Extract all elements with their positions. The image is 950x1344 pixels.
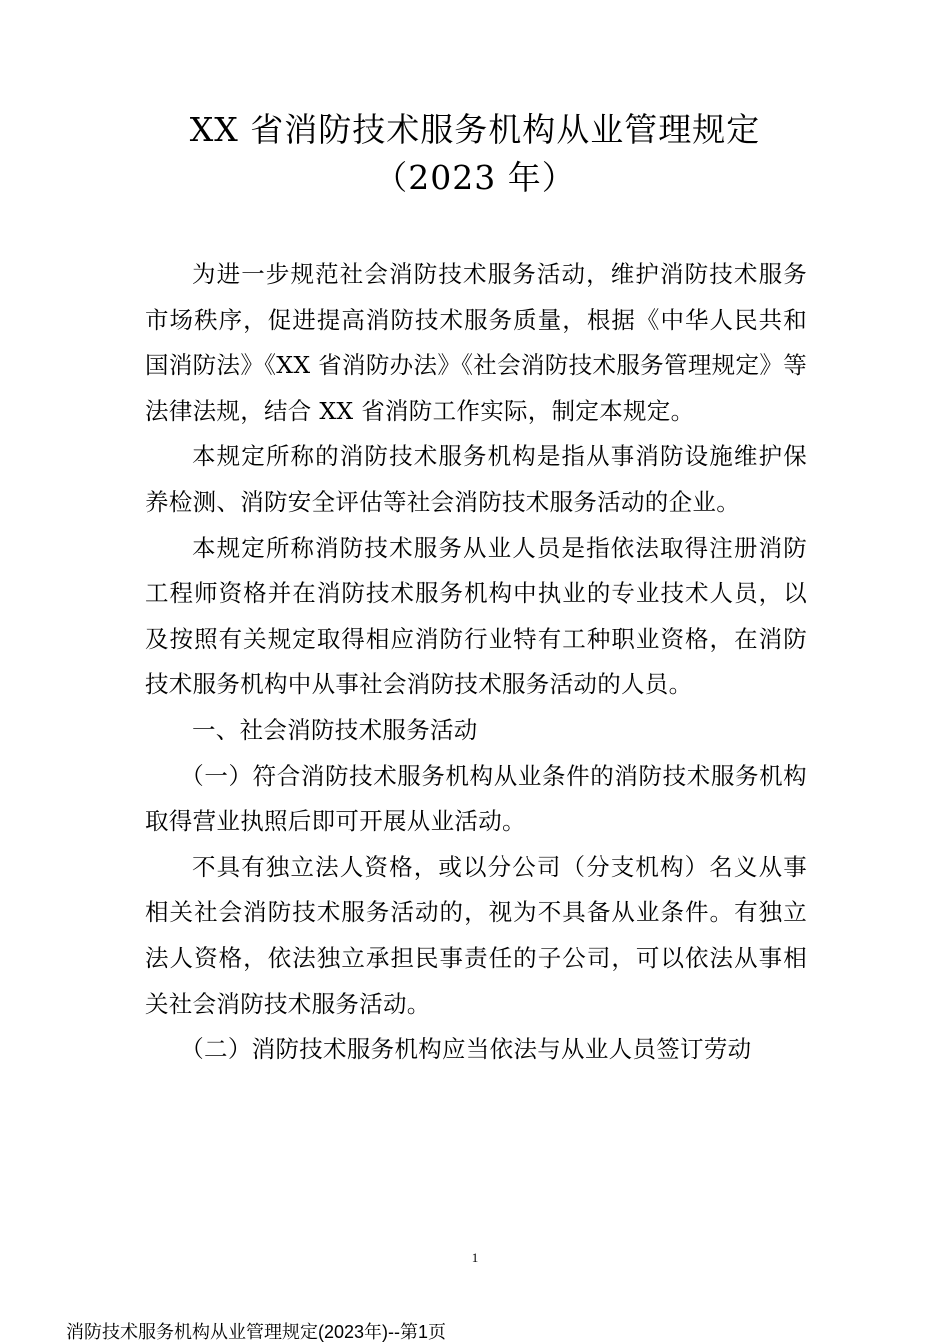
document-title: XX 省消防技术服务机构从业管理规定 <box>189 110 761 149</box>
clause-1: （一）符合消防技术服务机构从业条件的消防技术服务机构取得营业执照后即可开展从业活动。 <box>145 761 807 836</box>
paragraph-branch-rule: 不具有独立法人资格，或以分公司（分支机构）名义从事相关社会消防技术服务活动的，视为不具备从业条件。有独立法人资格，依法独立承担民事责任的子公司，可以依法从事相关社会消防技术服务活动。 <box>145 852 807 1018</box>
page-number: 1 <box>471 1250 479 1265</box>
paragraph-definition-agency: 本规定所称的消防技术服务机构是指从事消防设施维护保养检测、消防安全评估等社会消防技术服务活动的企业。 <box>145 442 807 516</box>
page-footer: 消防技术服务机构从业管理规定(2023年)--第1页 <box>66 1322 447 1342</box>
document-year: （2023 年） <box>374 158 576 197</box>
paragraph-definition-personnel: 本规定所称消防技术服务从业人员是指依法取得注册消防工程师资格并在消防技术服务机构中执业的专业技术人员，以及按照有关规定取得相应消防行业特有工种职业资格，在消防技术服务机构中从事社会消防技术服务活动的人员。 <box>145 533 807 699</box>
document-body <box>145 252 807 1073</box>
clause-2: （二）消防技术服务机构应当依法与从业人员签订劳动 <box>180 1035 752 1064</box>
section-heading-1: 一、社会消防技术服务活动 <box>192 715 478 744</box>
paragraph-intro: 为进一步规范社会消防技术服务活动，维护消防技术服务市场秩序，促进提高消防技术服务质量，根据《中华人民共和国消防法》《XX 省消防办法》《社会消防技术服务管理规定》等法律法规，结合 XX 省消防工作实际，制定本规定。 <box>145 260 807 425</box>
